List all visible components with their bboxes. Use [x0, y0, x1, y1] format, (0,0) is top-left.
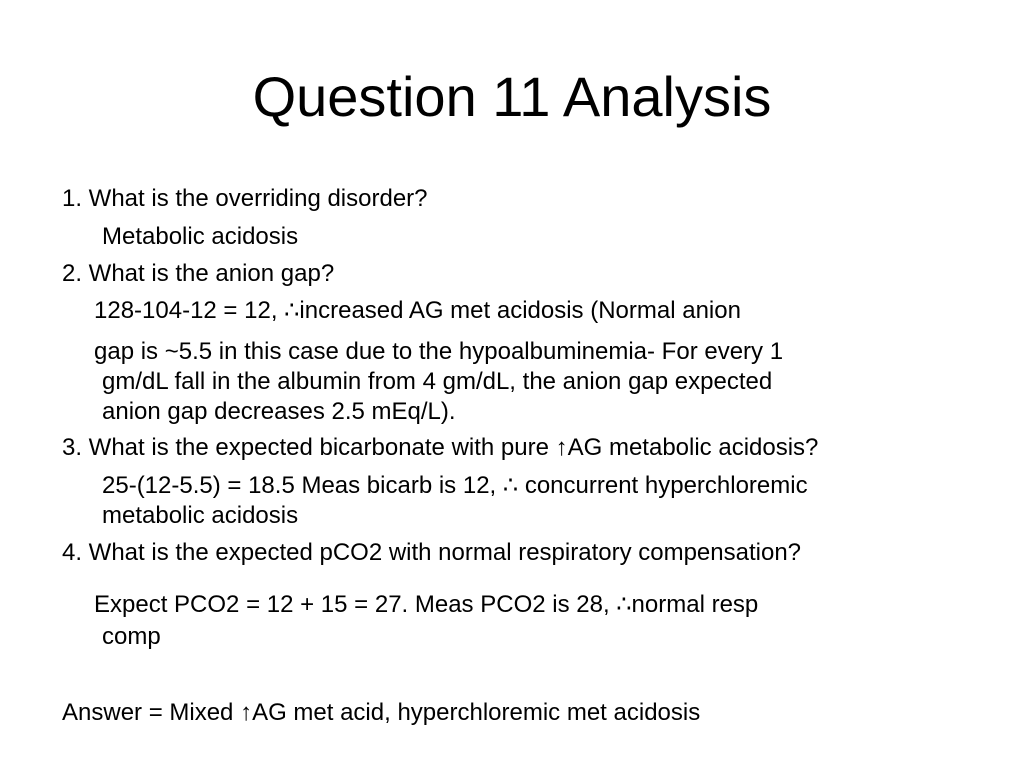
question-4: 4. What is the expected pCO2 with normal respiratory compensation?: [62, 539, 802, 566]
answer-3-line-1: 25-(12-5.5) = 18.5 Meas bicarb is 12, ∴ concurrent hyperchloremic: [102, 472, 808, 499]
answer-4-line-1: Expect PCO2 = 12 + 15 = 27. Meas PCO2 is 28, ∴normal resp: [94, 591, 759, 618]
answer-2-line-4: anion gap decreases 2.5 mEq/L).: [102, 398, 456, 425]
question-1: 1. What is the overriding disorder?: [62, 185, 428, 212]
answer-2-line-1: 128-104-12 = 12, ∴increased AG met acidosis (Normal anion: [94, 297, 741, 324]
question-3: 3. What is the expected bicarbonate with pure ↑AG metabolic acidosis?: [62, 434, 819, 461]
final-answer: Answer = Mixed ↑AG met acid, hyperchloremic met acidosis: [62, 699, 701, 726]
answer-2-line-2: gap is ~5.5 in this case due to the hypoalbuminemia- For every 1: [94, 338, 784, 365]
answer-3-line-2: metabolic acidosis: [102, 502, 299, 529]
answer-1: Metabolic acidosis: [102, 223, 299, 250]
slide-title: Question 11 Analysis: [252, 65, 772, 128]
question-2: 2. What is the anion gap?: [62, 260, 335, 287]
answer-2-line-3: gm/dL fall in the albumin from 4 gm/dL, the anion gap expected: [102, 368, 773, 395]
answer-4-line-2: comp: [102, 623, 161, 650]
